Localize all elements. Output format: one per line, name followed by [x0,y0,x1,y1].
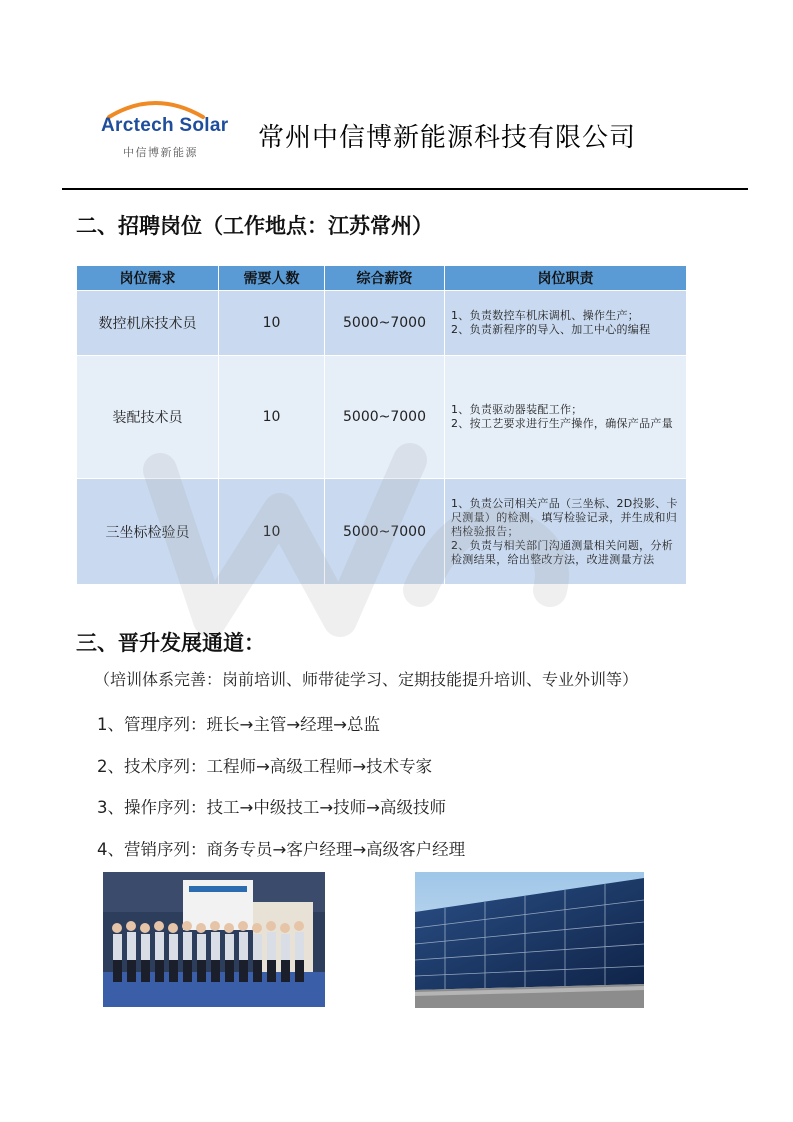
count-cell: 10 [219,291,325,356]
table-header-row [77,266,687,291]
count-cell: 10 [219,479,325,585]
logo-name: Arctech Solar [101,115,229,136]
table-header-cell: 岗位需求 [77,266,219,291]
career-path-item: 3、操作序列：技工→中级技工→技师→高级技师 [97,798,446,817]
page-header [0,0,793,190]
section-promotion-title: 三、晋升发展通道： [76,631,265,655]
career-path-item: 4、营销序列：商务专员→客户经理→高级客户经理 [97,840,466,859]
table-row [77,291,687,356]
section-recruitment-title: 二、招聘岗位（工作地点：江苏常州） [76,214,433,238]
team-photo [103,872,325,1007]
company-name: 常州中信博新能源科技有限公司 [258,123,637,153]
header-divider [62,188,748,190]
duty-line: 2、负责与相关部门沟通测量相关问题，分析检测结果，给出整改方法，改进测量方法 [451,538,673,566]
training-note: （培训体系完善：岗前培训、师带徒学习、定期技能提升培训、专业外训等） [94,670,639,689]
table-header-cell: 综合薪资 [325,266,445,291]
solar-panel-image [415,872,644,1008]
position-cell: 装配技术员 [77,356,219,479]
watermark-graphic [130,420,600,660]
count-cell: 10 [219,356,325,479]
salary-cell: 5000~7000 [325,356,445,479]
team-photo-image [103,872,325,1007]
duty-line: 2、按工艺要求进行生产操作，确保产品产量 [451,417,673,430]
company-logo [95,95,235,165]
duty-line: 1、负责驱动器装配工作； [451,403,583,416]
salary-cell: 5000~7000 [325,291,445,356]
career-path-item: 1、管理序列：班长→主管→经理→总监 [97,715,380,734]
position-cell: 三坐标检验员 [77,479,219,585]
duty-line: 1、负责公司相关产品（三坐标、2D投影、卡尺测量）的检测，填写检验记录，并生成和归档检验报告； [451,496,678,538]
salary-cell: 5000~7000 [325,479,445,585]
solar-panel-photo [415,872,644,1008]
duty-line: 2、负责新程序的导入、加工中心的编程 [451,323,651,336]
career-path-item: 2、技术序列：工程师→高级工程师→技术专家 [97,757,433,776]
logo-chinese-name: 中信博新能源 [123,146,198,159]
duties-cell [445,291,687,356]
table-header-cell: 需要人数 [219,266,325,291]
position-cell: 数控机床技术员 [77,291,219,356]
table-header-cell: 岗位职责 [445,266,687,291]
duty-line: 1、负责数控车机床调机、操作生产； [451,309,640,322]
